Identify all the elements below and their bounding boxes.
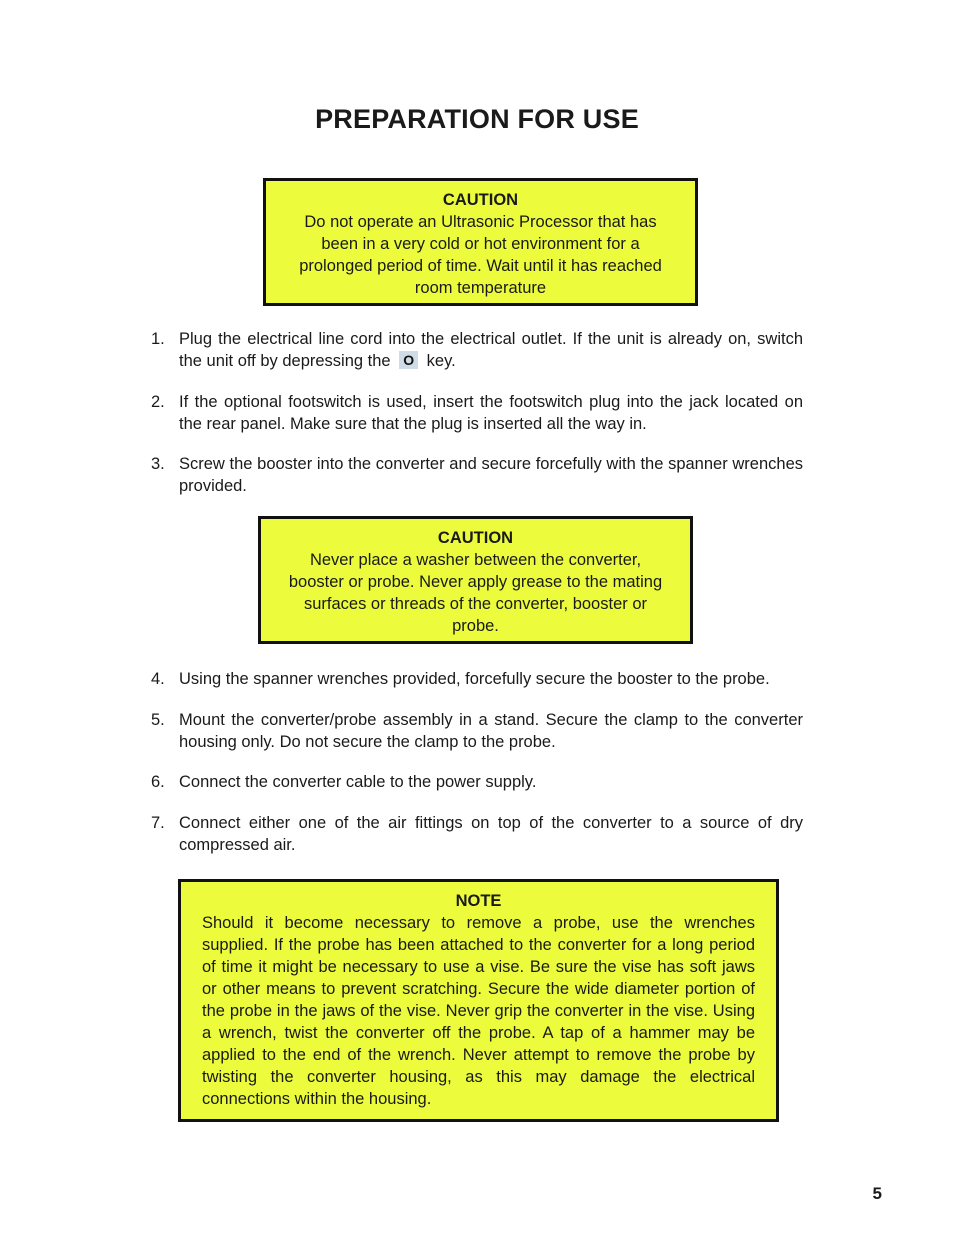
caution-text: Do not operate an Ultrasonic Processor that has been in a very cold or hot environment for a prolonged period of time. Wait until it has reached room temperature [299,213,662,297]
page-number: 5 [872,1184,882,1203]
off-key-icon: O [399,351,418,369]
step-number: 3. [151,455,165,473]
step-number: 5. [151,711,165,729]
step-text: Connect either one of the air fittings on top of the converter to a source of dry compressed air. [179,814,803,854]
page-title: PREPARATION FOR USE [315,104,639,134]
caution-heading: CAUTION [442,191,519,209]
step-text: Screw the booster into the converter and secure forcefully with the spanner wrenches provided. [179,455,803,495]
caution-box-temperature [263,178,698,306]
caution-box-washer [258,516,693,644]
list-item-step-4 [151,668,803,690]
list-item-step-2 [151,391,803,435]
step-number: 2. [151,393,165,411]
list-item-step-6 [151,771,803,793]
step-number: 7. [151,814,165,832]
step-text: If the optional footswitch is used, insert the footswitch plug into the jack located on the rear panel. Make sure that the plug is inserted all the way in. [179,393,803,433]
caution-heading: CAUTION [437,529,514,547]
step-text: Connect the converter cable to the power supply. [179,773,537,791]
list-item-step-7 [151,812,803,856]
step-number: 1. [151,330,165,348]
list-item-step-1 [151,328,803,372]
step-number: 4. [151,670,165,688]
note-heading: NOTE [455,892,502,910]
step-text: Mount the converter/probe assembly in a stand. Secure the clamp to the converter housing only. Do not secure the clamp to the probe. [179,711,803,751]
list-item-step-5 [151,709,803,753]
note-box [178,879,779,1122]
step-text: Using the spanner wrenches provided, forcefully secure the booster to the probe. [179,670,770,688]
note-text: Should it become necessary to remove a probe, use the wrenches supplied. If the probe has been attached to the converter for a long period of time it might be necessary to use a vise. Be sure the vise has soft jaws or other means to prevent scratching. Secure the wide diameter portion of the probe in the jaws of the vise. Never grip the converter in the vise. Using a wrench, twist the converter off the probe. A tap of a hammer may be applied to the end of the wrench. Never attempt to remove the probe by twisting the converter housing, as this may damage the electrical connections within the housing. [202,914,755,1108]
caution-text: Never place a washer between the converter, booster or probe. Never apply grease to the mating surfaces or threads of the converter, booster or probe. [288,551,663,635]
list-item-step-3 [151,453,803,497]
step-number: 6. [151,773,165,791]
step-text: Plug the electrical line cord into the electrical outlet. If the unit is already on, switch the unit off by depressing the O key. [179,330,803,370]
